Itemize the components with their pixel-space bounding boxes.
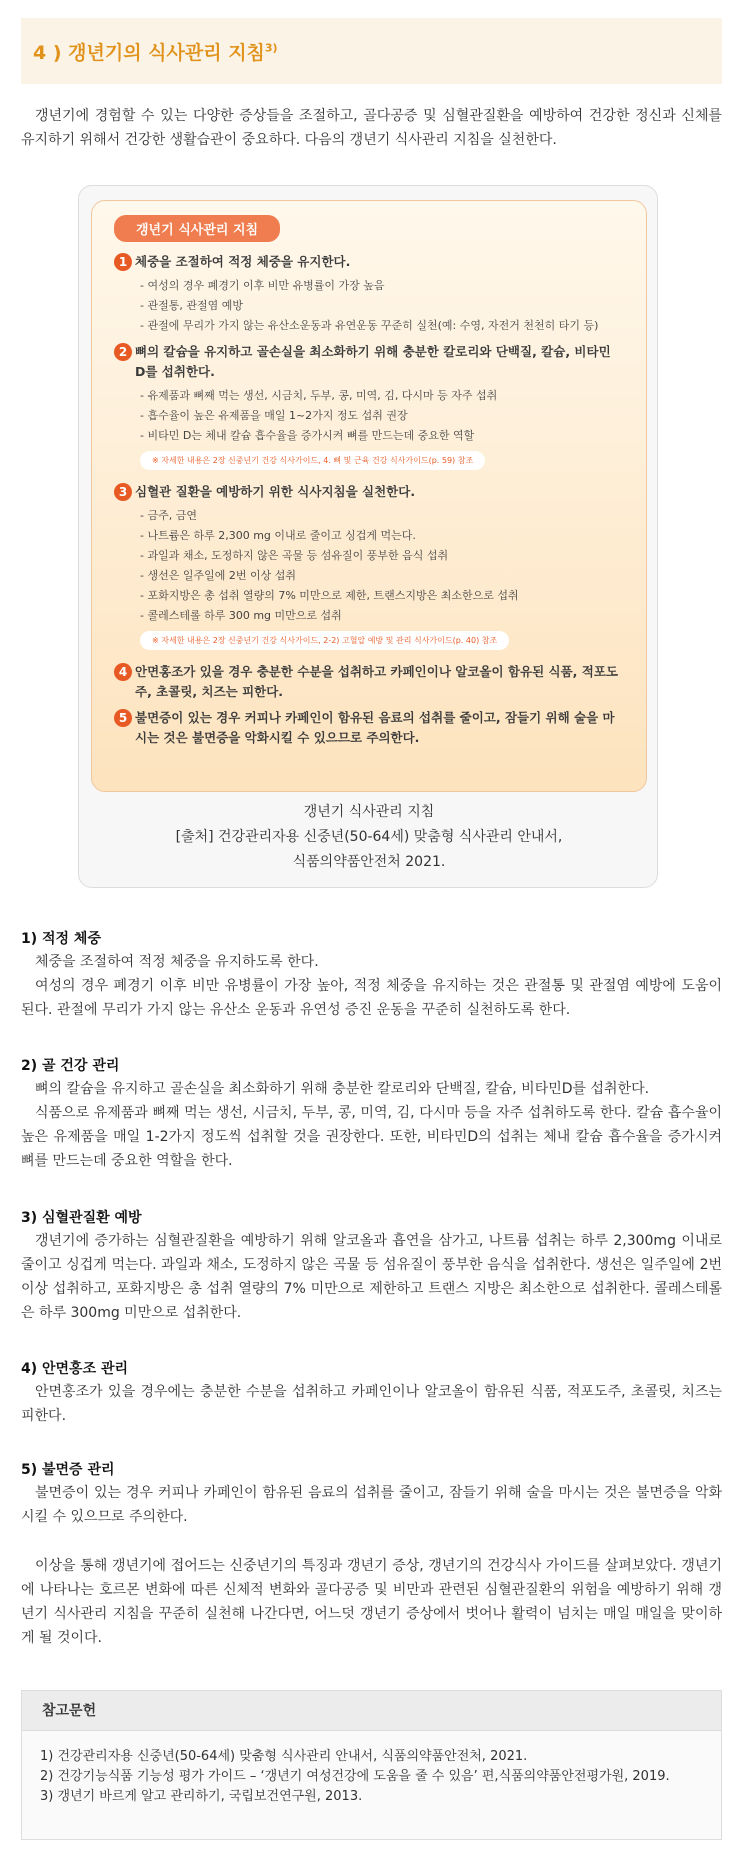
guide-figure (78, 185, 658, 888)
guide-item-1 (114, 252, 624, 336)
intro-paragraph: 갱년기에 경험할 수 있는 다양한 증상들을 조절하고, 골다공증 및 심혈관질환을 예방하여 건강한 정신과 신체를 유지하기 위해서 건강한 생활습관이 중요하다. 다음의 갱년기 식사관리 지침을 실천한다. (21, 108, 722, 148)
guide-item-heading (114, 342, 624, 382)
section-weight (21, 928, 722, 1022)
section-cardiovascular (21, 1207, 722, 1325)
guide-title-pill: 갱년기 식사관리 지침 (114, 215, 280, 242)
guide-item-heading-text: 안면홍조가 있을 경우 충분한 수분을 섭취하고 카페인이나 알코올이 함유된 식품, 적포도주, 초콜릿, 치즈는 피한다. (135, 664, 618, 699)
guide-item-4 (114, 662, 624, 702)
references-box (21, 1690, 722, 1840)
section-paragraph: 여성의 경우 폐경기 이후 비만 유병률이 가장 높아, 적정 체중을 유지하는 것은 관절통 및 관절염 예방에 도움이 된다. 관절에 무리가 가지 않는 유산소 운동과 유연성 증진 운동을 꾸준히 실천하도록 한다. (21, 978, 722, 1018)
section-heading: 2) 골 건강 관리 (21, 1058, 120, 1074)
section-heading: 4) 안면홍조 관리 (21, 1361, 129, 1377)
number-badge: 2 (114, 343, 132, 361)
guide-item-5 (114, 708, 624, 748)
conclusion-section (21, 1554, 722, 1650)
number-badge: 4 (114, 663, 132, 681)
guide-item-heading (114, 662, 624, 702)
guide-item-3 (114, 482, 624, 656)
guide-item-heading-text: 심혈관 질환을 예방하기 위한 식사지침을 실천한다. (135, 484, 416, 499)
number-badge: 3 (114, 483, 132, 501)
title-footnote: 3) (264, 41, 278, 55)
reference-note: ※ 자세한 내용은 2장 신중년기 건강 식사가이드, 2-2) 고혈압 예방 및 관리 식사가이드(p. 40) 참조 (140, 631, 509, 650)
reference-item: 3) 갱년기 바르게 알고 관리하기, 국립보건연구원, 2013. (40, 1789, 363, 1804)
caption-title: 갱년기 식사관리 지침 (303, 804, 435, 820)
guide-item-2 (114, 342, 624, 476)
section-heading: 5) 불면증 관리 (21, 1462, 115, 1478)
section-paragraph: 불면증이 있는 경우 커피나 카페인이 함유된 음료의 섭취를 줄이고, 잠들기 위해 술을 마시는 것은 불면증을 악화시킬 수 있으므로 주의한다. (21, 1485, 722, 1525)
guide-item-heading (114, 252, 624, 272)
guide-item-heading-text: 뼈의 칼슘을 유지하고 골손실을 최소화하기 위해 충분한 칼로리와 단백질, 칼슘, 비타민 D를 섭취한다. (135, 344, 611, 379)
reference-note: ※ 자세한 내용은 2장 신중년기 건강 식사가이드, 4. 뼈 및 근육 건강 식사가이드(p. 59) 참조 (140, 451, 485, 470)
guide-sub-item: - 관절에 무리가 가지 않는 유산소운동과 유연운동 꾸준히 실천(예: 수영, 자전거 천천히 타기 등) (140, 319, 599, 332)
number-badge: 1 (114, 253, 132, 271)
guide-sub-item: - 나트륨은 하루 2,300 mg 이내로 줄이고 싱겁게 먹는다. (140, 529, 416, 542)
conclusion-paragraph: 이상을 통해 갱년기에 접어드는 신중년기의 특징과 갱년기 증상, 갱년기의 건강식사 가이드를 살펴보았다. 갱년기에 나타나는 호르몬 변화에 따른 신체적 변화와 골다공증 및 비만과 관련된 심혈관질환의 위험을 예방하기 위해 갱년기 식사관리 지침을 꾸준히 실천해 나간다면, 어느덧 갱년기 증상에서 벗어나 활력이 넘치는 매일 매일을 맞이하게 될 것이다. (21, 1558, 722, 1646)
section-paragraph: 갱년기에 증가하는 심혈관질환을 예방하기 위해 알코올과 흡연을 삼가고, 나트륨 섭취는 하루 2,300mg 이내로 줄이고 싱겁게 먹는다. 과일과 채소, 도정하지 않은 곡물 등 섬유질이 풍부한 음식을 섭취한다. 생선은 일주일에 2번 이상 섭취하고, 포화지방은 총 섭취 열량의 7% 미만으로 제한하고 트랜스 지방은 최소한으로 섭취한다. 콜레스테롤은 하루 300mg 미만으로 섭취한다. (21, 1233, 722, 1321)
guide-card (91, 200, 647, 792)
guide-sub-item: - 비타민 D는 체내 칼슘 흡수율을 증가시켜 뼈를 만드는데 중요한 역할 (140, 429, 475, 442)
section-hot-flash (21, 1358, 722, 1428)
section-heading: 1) 적정 체중 (21, 931, 101, 947)
guide-sub-item: - 여성의 경우 폐경기 이후 비만 유병률이 가장 높음 (140, 279, 385, 292)
page-title (33, 38, 278, 65)
section-insomnia (21, 1459, 722, 1529)
section-paragraph: 안면홍조가 있을 경우에는 충분한 수분을 섭취하고 카페인이나 알코올이 함유된 식품, 적포도주, 초콜릿, 치즈는 피한다. (21, 1384, 722, 1424)
guide-sub-item: - 콜레스테롤 하루 300 mg 미만으로 섭취 (140, 609, 342, 622)
number-badge: 5 (114, 709, 132, 727)
references-heading: 참고문헌 (22, 1691, 721, 1731)
guide-sub-item: - 과일과 채소, 도정하지 않은 곡물 등 섬유질이 풍부한 음식 섭취 (140, 549, 449, 562)
section-title-bar (21, 18, 722, 84)
figure-caption (79, 800, 659, 875)
guide-sub-item: - 유제품과 뼈째 먹는 생선, 시금치, 두부, 콩, 미역, 김, 다시마 등 자주 섭취 (140, 389, 498, 402)
guide-item-heading-text: 불면증이 있는 경우 커피나 카페인이 함유된 음료의 섭취를 줄이고, 잠들기 위해 술을 마시는 것은 불면증을 악화시킬 수 있으므로 주의한다. (135, 710, 615, 745)
guide-sub-item: - 생선은 일주일에 2번 이상 섭취 (140, 569, 296, 582)
caption-source-line: 식품의약품안전처 2021. (292, 854, 446, 870)
section-paragraph: 식품으로 유제품과 뼈째 먹는 생선, 시금치, 두부, 콩, 미역, 김, 다시마 등을 자주 섭취하도록 한다. 칼슘 흡수율이 높은 유제품을 매일 1-2가지 정도씩 섭취할 것을 권장한다. 또한, 비타민D의 섭취는 체내 칼슘 흡수율을 증가시켜 뼈를 만드는데 중요한 역할을 한다. (21, 1105, 722, 1169)
section-paragraph: 뼈의 칼슘을 유지하고 골손실을 최소화하기 위해 충분한 칼로리와 단백질, 칼슘, 비타민D를 섭취한다. (35, 1081, 650, 1097)
guide-sub-item: - 금주, 금연 (140, 509, 197, 522)
references-list (22, 1731, 721, 1807)
caption-source-line: [출처] 건강관리자용 신중년(50-64세) 맞춤형 식사관리 안내서, (175, 829, 563, 845)
section-heading: 3) 심혈관질환 예방 (21, 1210, 142, 1226)
section-bone-health (21, 1055, 722, 1173)
guide-sub-item: - 관절통, 관절염 예방 (140, 299, 243, 312)
page-title-text: 4 ) 갱년기의 식사관리 지침 (33, 41, 265, 64)
reference-item: 1) 건강관리자용 신중년(50-64세) 맞춤형 식사관리 안내서, 식품의약품안전처, 2021. (40, 1749, 528, 1764)
guide-item-heading (114, 708, 624, 748)
reference-item: 2) 건강기능식품 기능성 평가 가이드 – ‘갱년기 여성건강에 도움을 줄 수 있음’ 편,식품의약품안전평가원, 2019. (40, 1769, 670, 1784)
guide-sub-item: - 흡수율이 높은 유제품을 매일 1~2가지 정도 섭취 권장 (140, 409, 408, 422)
section-paragraph: 체중을 조절하여 적정 체중을 유지하도록 한다. (35, 954, 319, 970)
guide-item-heading (114, 482, 624, 502)
guide-sub-item: - 포화지방은 총 섭취 열량의 7% 미만으로 제한, 트랜스지방은 최소한으로 섭취 (140, 589, 519, 602)
guide-item-heading-text: 체중을 조절하여 적정 체중을 유지한다. (135, 254, 351, 269)
